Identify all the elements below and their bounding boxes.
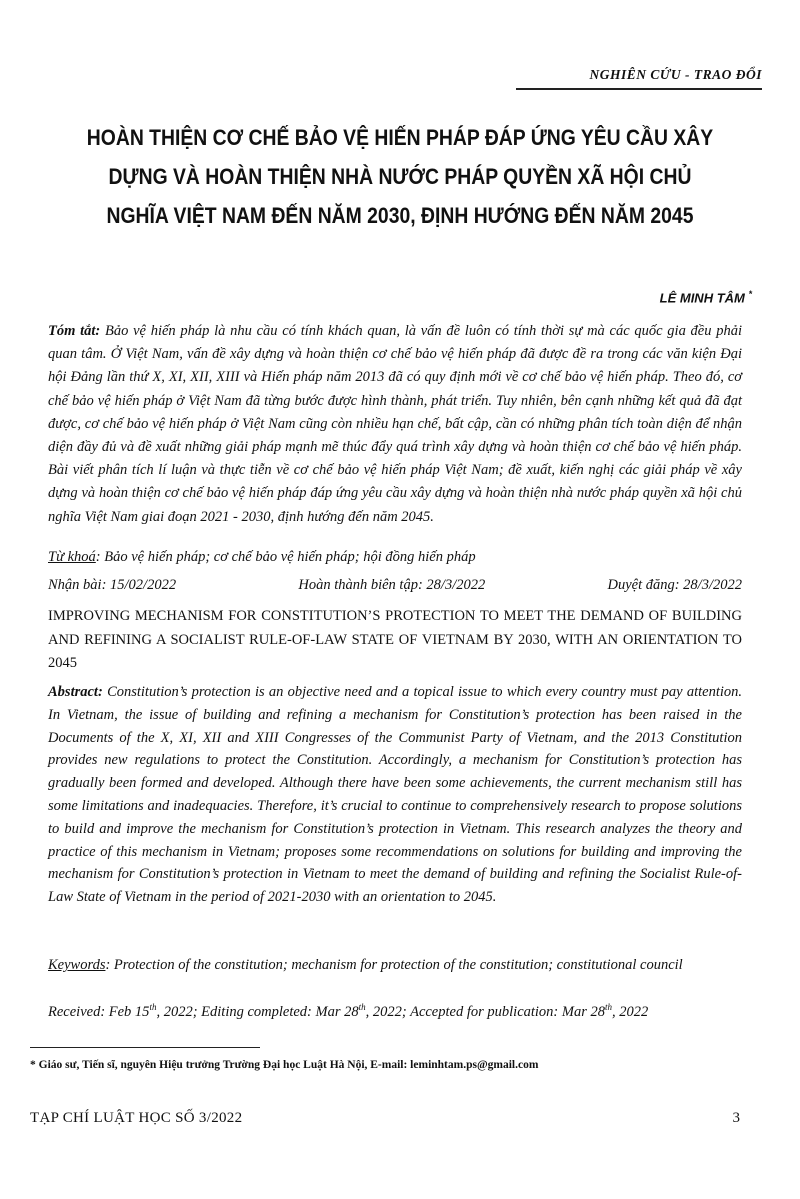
editing-en-sup: th	[358, 1002, 366, 1012]
article-title: HOÀN THIỆN CƠ CHẾ BẢO VỆ HIẾN PHÁP ĐÁP ỨNG YÊU CẦU XÂY DỰNG VÀ HOÀN THIỆN NHÀ NƯỚC PHÁP QUYỀN XÃ HỘI CHỦ NGHĨA VIỆT NAM ĐẾN NĂM 2030, ĐỊNH HƯỚNG ĐẾN NĂM 2045	[86, 125, 714, 228]
date-edited-vi: Hoàn thành biên tập: 28/3/2022	[298, 577, 486, 593]
keywords-vi-text: : Bảo vệ hiến pháp; cơ chế bảo vệ hiến pháp; hội đồng hiến pháp	[95, 549, 476, 565]
journal-name: TẠP CHÍ LUẬT HỌC SỐ 3/2022	[30, 1110, 243, 1126]
date-received-vi: Nhận bài: 15/02/2022	[48, 577, 177, 593]
keywords-en	[48, 954, 742, 977]
author-footnote-mark: *	[748, 289, 752, 299]
accepted-en-year: , 2022	[612, 1003, 649, 1020]
section-header: NGHIÊN CỨU - TRAO ĐỔI	[589, 67, 762, 82]
accepted-en-sup: th	[604, 1002, 612, 1012]
abstract-vi	[48, 320, 742, 529]
abstract-en	[48, 681, 742, 909]
accepted-en: , 2022; Accepted for publication: Mar 28	[365, 1003, 605, 1020]
date-accepted-vi: Duyệt đăng: 28/3/2022	[607, 577, 742, 593]
header-rule	[516, 88, 762, 90]
footnote-rule	[30, 1047, 260, 1048]
english-title: IMPROVING MECHANISM FOR CONSTITUTION’S PROTECTION TO MEET THE DEMAND OF BUILDING AND REFINING A SOCIALIST RULE-OF-LAW STATE OF VIETNAM BY 2030, WITH AN ORIENTATION TO 2045	[48, 608, 742, 671]
footnote: * Giáo sư, Tiến sĩ, nguyên Hiệu trưởng Trường Đại học Luật Hà Nội, E-mail: leminhtam.ps@gmail.com	[30, 1059, 539, 1071]
keywords-en-label: Keywords	[48, 957, 106, 973]
abstract-en-text: Constitution’s protection is an objective need and a topical issue to which every country must pay attention. In Vietnam, the issue of building and refining a mechanism for Constitution’s protection has been raised in the Documents of the X, XI, XII and XIII Congresses of the Communist Party of Vietnam, and the 2013 Constitution provides new regulations to protect the Constitution. Accordingly, a mechanism for Constitution’s protection has gradually been formed and developed. Although there have been some achievements, the current mechanism still has some limitations and inadequacies. Therefore, it’s crucial to continue to comprehensively research to propose solutions to build and improve the mechanism for Constitution’s protection in Vietnam. This research analyzes the theory and practice of this mechanism in Vietnam; proposes some recommendations on solutions for building and improving the mechanism for Constitution’s protection in Vietnam to meet the demand of building and refining the Socialist Rule-of-Law State of Vietnam in the period of 2021-2030 with an orientation to 2045.	[48, 684, 742, 906]
keywords-en-text: : Protection of the constitution; mechanism for protection of the constitution; constitutional council	[105, 957, 683, 973]
author-name	[660, 289, 752, 305]
keywords-vi-label: Từ khoá	[48, 549, 96, 565]
received-en-sup: th	[149, 1002, 157, 1012]
author-name-text: LÊ MINH TÂM	[659, 290, 745, 306]
received-dates-en	[48, 1002, 742, 1021]
editing-en: , 2022; Editing completed: Mar 28	[156, 1003, 359, 1020]
received-en: Received: Feb 15	[48, 1003, 150, 1020]
page-number: 3	[732, 1110, 740, 1126]
dates-vi	[48, 577, 742, 594]
keywords-vi	[48, 549, 742, 566]
abstract-vi-text: Bảo vệ hiến pháp là nhu cầu có tính khách quan, là vấn đề luôn có tính thời sự mà các quốc gia đều phải quan tâm. Ở Việt Nam, vấn đề xây dựng và hoàn thiện cơ chế bảo vệ hiến pháp đã được đề ra trong các văn kiện Đại hội Đảng lần thứ X, XI, XII, XIII và Hiến pháp năm 2013 đã có quy định mới về cơ chế bảo vệ hiến pháp. Theo đó, cơ chế bảo vệ hiến pháp ở Việt Nam đã từng bước được hình thành, phát triển. Tuy nhiên, bên cạnh những kết quả đã đạt được, cơ chế bảo vệ hiến pháp ở Việt Nam cũng còn nhiều hạn chế, bất cập, cần có những phân tích toàn diện để nhận diện đầy đủ và đề xuất những giải pháp mạnh mẽ thúc đẩy quá trình xây dựng và hoàn thiện cơ chế bảo vệ hiến pháp. Bài viết phân tích lí luận và thực tiễn về cơ chế bảo vệ hiến pháp Việt Nam; đề xuất, kiến nghị các giải pháp về xây dựng và hoàn thiện cơ chế bảo vệ hiến pháp đáp ứng yêu cầu xây dựng và hoàn thiện nhà nước pháp quyền xã hội chủ nghĩa Việt Nam giai đoạn 2021 - 2030, định hướng đến năm 2045.	[48, 323, 743, 525]
abstract-en-label: Abstract:	[48, 684, 103, 700]
abstract-vi-label: Tóm tắt:	[48, 323, 101, 339]
